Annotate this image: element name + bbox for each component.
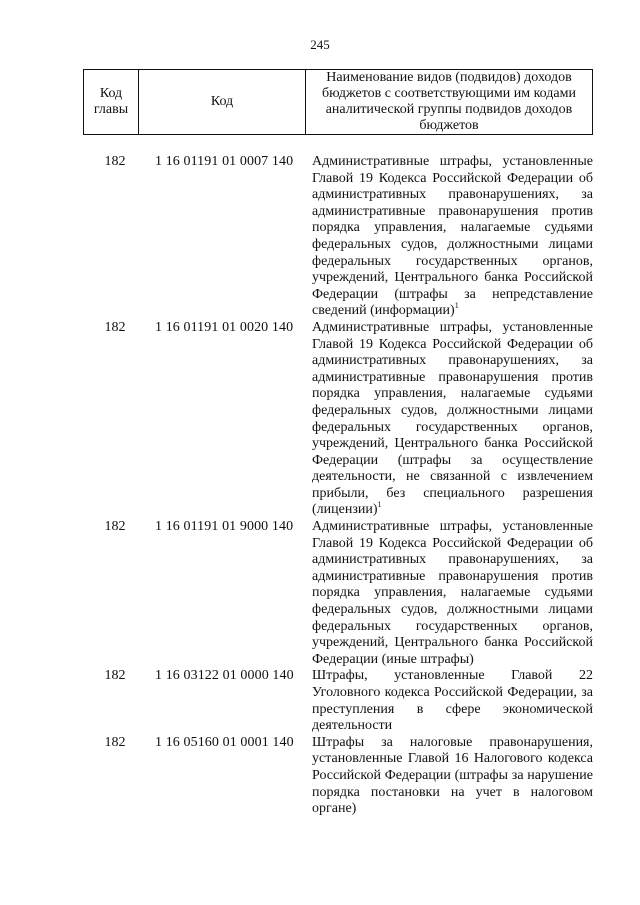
row-code: 1 16 01191 01 0007 140 (155, 154, 294, 169)
row-name: Штрафы за налоговые правонарушения, установленные Главой 16 Налогового кодекса Российской Федерации (штрафы за нарушение порядка постановки на учет в налоговом органе) (312, 734, 593, 817)
row-name (312, 320, 593, 519)
row-name-text: Административные штрафы, установленные Главой 19 Кодекса Российской Федерации об административных правонарушениях, за административные правонарушения против порядка управления, налагаемые судьями федеральных судов, должностными лицами федеральных государственных органов, учреждений, Центрального банка Российской Федерации (штрафы за непредставление сведений (информации) (312, 154, 593, 319)
row-chapter: 182 (104, 734, 126, 750)
row-chapter: 182 (104, 154, 126, 169)
row-code: 1 16 03122 01 0000 140 (155, 668, 294, 684)
table-body (83, 154, 593, 818)
header-code: Код (139, 70, 306, 135)
table-row (83, 668, 593, 734)
table-row (83, 320, 593, 519)
table-header (83, 69, 593, 135)
row-code: 1 16 01191 01 0020 140 (155, 319, 294, 335)
row-name: Штрафы, установленные Главой 22 Уголовного кодекса Российской Федерации, за преступления в сфере экономической деятельности (312, 668, 593, 734)
footnote-marker: 1 (454, 301, 459, 311)
table-row (83, 154, 593, 320)
row-name (312, 154, 593, 320)
footnote-marker: 1 (377, 500, 382, 510)
row-code: 1 16 05160 01 0001 140 (155, 734, 294, 750)
row-chapter: 182 (104, 668, 126, 684)
row-name: Административные штрафы, установленные Главой 19 Кодекса Российской Федерации об административных правонарушениях, за административные правонарушения против порядка управления, налагаемые судьями федеральных судов, должностными лицами федеральных государственных органов, учреждений, Центрального банка Российской Федерации (иные штрафы) (312, 519, 593, 667)
row-chapter: 182 (104, 319, 126, 335)
header-name: Наименование видов (подвидов) доходов бюджетов с соответствующими им кодами аналитической группы подвидов доходов бюджетов (306, 70, 593, 135)
table-row (83, 735, 593, 818)
row-name-text: Административные штрафы, установленные Главой 19 Кодекса Российской Федерации об административных правонарушениях, за административные правонарушения против порядка управления, налагаемые судьями федеральных судов, должностными лицами федеральных государственных органов, учреждений, Центрального банка Российской Федерации (штрафы за осуществление деятельности, не связанной с извлечением прибыли, без специального разрешения (лицензии) (312, 319, 593, 518)
table-row (83, 519, 593, 668)
header-chapter-code: Код главы (84, 70, 139, 135)
row-code: 1 16 01191 01 9000 140 (155, 519, 294, 535)
row-chapter: 182 (104, 519, 126, 535)
page-number: 245 (310, 37, 330, 52)
